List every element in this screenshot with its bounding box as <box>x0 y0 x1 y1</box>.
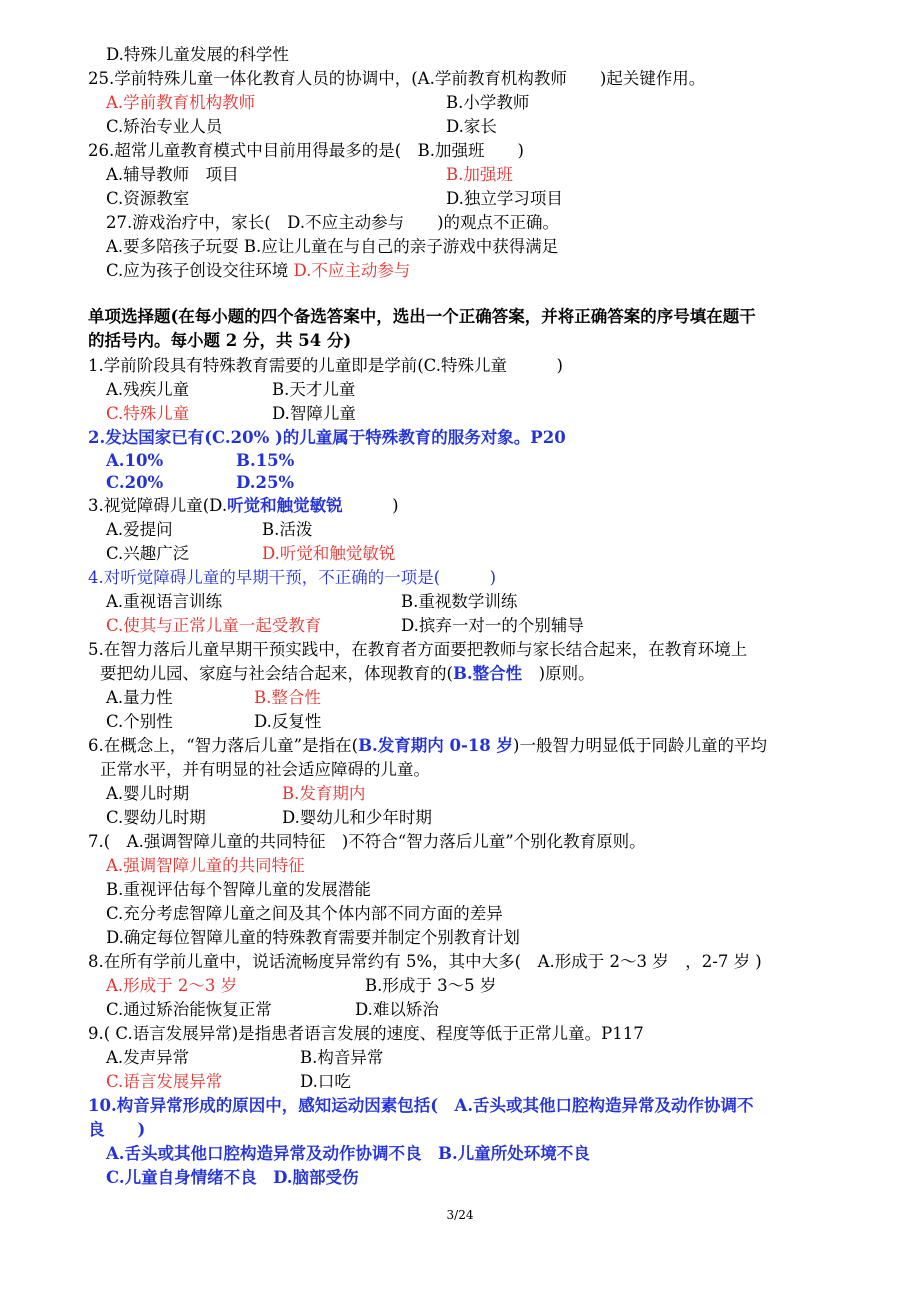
s9-option-c <box>106 1071 222 1093</box>
s9-option-b <box>300 1047 383 1069</box>
text-run: A.爱提问 <box>106 520 173 539</box>
text-run: B.15% <box>236 451 295 470</box>
s4-option-a <box>106 591 222 613</box>
s6-option-b <box>282 783 365 805</box>
text-run: D.特殊儿童发展的科学性 <box>106 45 289 64</box>
text-run: 1.学前阶段具有特殊教育需要的儿童即是学前(C.特殊儿童 ) <box>88 356 563 375</box>
text-run: A.残疾儿童 <box>106 380 190 399</box>
s5-option-d <box>254 711 321 733</box>
text-run: C.资源教室 <box>106 189 190 208</box>
text-run: D.不应主动参与 <box>293 261 411 280</box>
text-run: D.难以矫治 <box>355 1000 439 1019</box>
s6-option-a <box>106 783 189 805</box>
s7-option-c <box>106 903 503 925</box>
text-run: 26.超常儿童教育模式中目前用得最多的是( B.加强班 ) <box>88 141 524 160</box>
s6-stem-line2 <box>100 759 430 781</box>
q26-option-b <box>446 164 513 186</box>
text-run: A.重视语言训练 <box>106 592 223 611</box>
text-run: C.语言发展异常 <box>106 1072 223 1091</box>
text-run: C.使其与正常儿童一起受教育 <box>106 616 322 635</box>
text-run: A.发声异常 <box>106 1048 190 1067</box>
text-run: D.智障儿童 <box>272 404 356 423</box>
s5-stem-line1 <box>88 639 747 661</box>
s3-option-d <box>262 543 395 565</box>
text-run: 7.( A.强调智障儿童的共同特征 )不符合“智力落后儿童”个别化教育原则。 <box>88 832 646 851</box>
s3-option-c <box>106 543 189 565</box>
q25-option-d <box>446 116 497 138</box>
text-run: C.特殊儿童 <box>106 404 190 423</box>
text-run: B.加强班 <box>446 165 513 184</box>
text-run: A.婴儿时期 <box>106 784 190 803</box>
text-run: D.家长 <box>446 117 497 136</box>
text-run: A.形成于 2～3 岁 <box>106 976 238 995</box>
s7-option-d <box>106 927 520 949</box>
s8-option-a <box>106 975 237 997</box>
text-run: 的括号内。每小题 2 分，共 54 分) <box>88 331 352 350</box>
s3-option-b <box>262 519 312 541</box>
text-run: 要把幼儿园、家庭与社会结合起来，体现教育的( <box>100 664 453 683</box>
s5-option-a <box>106 687 173 709</box>
text-run: B.小学教师 <box>446 93 530 112</box>
text-run: B.发育期内 0-18 岁 <box>358 736 514 755</box>
s4-stem <box>88 567 496 589</box>
s10-stem-line1 <box>88 1095 754 1117</box>
q27-stem <box>106 212 559 234</box>
text-run: 3.视觉障碍儿童(D. <box>88 496 228 515</box>
q26-option-c <box>106 188 189 210</box>
section-heading-line1 <box>88 306 756 328</box>
s6-stem-line1 <box>88 735 767 757</box>
s1-stem <box>88 355 563 377</box>
s10-options-cd <box>106 1167 359 1189</box>
text-run: B.整合性 <box>254 688 321 707</box>
q25-option-b <box>446 92 529 114</box>
text-run: 听觉和触觉敏锐 <box>227 496 343 515</box>
text-run: C.兴趣广泛 <box>106 544 190 563</box>
text-run: A.强调智障儿童的共同特征 <box>106 856 305 875</box>
text-run: C.充分考虑智障儿童之间及其个体内部不同方面的差异 <box>106 904 503 923</box>
text-run: )一般智力明显低于同龄儿童的平均 <box>513 736 767 755</box>
section-heading-line2 <box>88 330 351 352</box>
text-run: )原则。 <box>522 664 595 683</box>
s4-option-c <box>106 615 321 637</box>
s4-option-b <box>401 591 517 613</box>
s5-option-b <box>254 687 321 709</box>
text-run: D.反复性 <box>254 712 322 731</box>
text-run: 2.发达国家已有(C.20% )的儿童属于特殊教育的服务对象。P20 <box>88 428 566 447</box>
s7-option-b <box>106 879 371 901</box>
text-run: C.婴幼儿时期 <box>106 808 206 827</box>
q24-option-d <box>106 44 289 66</box>
q26-stem <box>88 140 524 162</box>
text-run: B.形成于 3～5 岁 <box>365 976 497 995</box>
s3-option-a <box>106 519 173 541</box>
text-run: C.20% <box>106 473 164 492</box>
s10-options-ab <box>106 1143 590 1165</box>
text-run: C.矫治专业人员 <box>106 117 223 136</box>
text-run: D.25% <box>236 473 295 492</box>
s2-option-c <box>106 472 163 494</box>
q25-option-c <box>106 116 222 138</box>
text-run: D.口吃 <box>300 1072 351 1091</box>
text-run: B.整合性 <box>452 664 523 683</box>
text-run: 8.在所有学前儿童中，说话流畅度异常约有 5%，其中大多( A.形成于 2～3 岁 ，2-7 岁 ) <box>88 952 762 971</box>
text-run: B.发育期内 <box>282 784 366 803</box>
text-run: A.10% <box>106 451 164 470</box>
text-run: 良 ) <box>88 1120 146 1139</box>
s10-stem-line2 <box>88 1119 145 1141</box>
s8-stem <box>88 951 762 973</box>
text-run: A.要多陪孩子玩耍 B.应让儿童在与自己的亲子游戏中获得满足 <box>106 237 559 256</box>
text-run: 5.在智力落后儿童早期干预实践中，在教育者方面要把教师与家长结合起来，在教育环境上 <box>88 640 748 659</box>
s1-option-b <box>272 379 355 401</box>
text-run: D.婴幼儿和少年时期 <box>282 808 432 827</box>
text-run: B.重视数学训练 <box>401 592 518 611</box>
text-run: A.舌头或其他口腔构造异常及动作协调不良 B.儿童所处环境不良 <box>106 1144 590 1163</box>
text-run: D.独立学习项目 <box>446 189 563 208</box>
s2-option-d <box>236 472 294 494</box>
s9-option-d <box>300 1071 351 1093</box>
s1-option-d <box>272 403 356 425</box>
text-run: D.确定每位智障儿童的特殊教育需要并制定个别教育计划 <box>106 928 520 947</box>
s9-stem <box>88 1023 644 1045</box>
text-run: B.天才儿童 <box>272 380 356 399</box>
s5-option-c <box>106 711 173 733</box>
s7-option-a <box>106 855 305 877</box>
s6-option-c <box>106 807 206 829</box>
s8-option-c <box>106 999 272 1021</box>
text-run: C.儿童自身情绪不良 D.脑部受伤 <box>106 1168 359 1187</box>
text-run: A.量力性 <box>106 688 173 707</box>
q27-options-ab <box>106 236 558 258</box>
s3-stem <box>88 495 399 517</box>
text-run: B.重视评估每个智障儿童的发展潜能 <box>106 880 371 899</box>
text-run: 正常水平，并有明显的社会适应障碍的儿童。 <box>100 760 430 779</box>
text-run: 27.游戏治疗中，家长( D.不应主动参与 )的观点不正确。 <box>106 213 560 232</box>
s8-option-d <box>355 999 439 1021</box>
s9-option-a <box>106 1047 189 1069</box>
text-run: A.学前教育机构教师 <box>106 93 256 112</box>
s8-option-b <box>365 975 496 997</box>
s2-option-b <box>236 450 294 472</box>
text-run: ) <box>342 496 399 515</box>
q26-option-a <box>106 164 239 186</box>
s4-option-d <box>401 615 584 637</box>
s2-option-a <box>106 450 163 472</box>
text-run: 6.在概念上，“智力落后儿童”是指在( <box>88 736 359 755</box>
s1-option-c <box>106 403 189 425</box>
text-run: 单项选择题(在每小题的四个备选答案中，选出一个正确答案，并将正确答案的序号填在题干 <box>88 307 756 326</box>
page-number: 3/24 <box>446 1208 474 1222</box>
text-run: C.个别性 <box>106 712 173 731</box>
text-run: D.摈弃一对一的个别辅导 <box>401 616 584 635</box>
q25-option-a <box>106 92 255 114</box>
text-run: 10.构音异常形成的原因中，感知运动因素包括( A.舌头或其他口腔构造异常及动作协调不 <box>88 1096 754 1115</box>
text-run: A.辅导教师 项目 <box>106 165 239 184</box>
text-run: B.活泼 <box>262 520 313 539</box>
s5-stem-line2 <box>100 663 595 685</box>
q26-option-d <box>446 188 563 210</box>
s6-option-d <box>282 807 432 829</box>
s1-option-a <box>106 379 189 401</box>
text-run: 4.对听觉障碍儿童的早期干预，不正确的一项是( ) <box>88 568 497 587</box>
s7-stem <box>88 831 646 853</box>
q25-stem <box>88 68 705 90</box>
text-run: 9.( C.语言发展异常)是指患者语言发展的速度、程度等低于正常儿童。P117 <box>88 1024 644 1043</box>
q27-options-cd <box>106 260 410 282</box>
text-run: B.构音异常 <box>300 1048 384 1067</box>
text-run: C.应为孩子创设交往环境 <box>106 261 294 280</box>
text-run: D.听觉和触觉敏锐 <box>262 544 396 563</box>
s2-stem <box>88 427 566 449</box>
text-run: 25.学前特殊儿童一体化教育人员的协调中，(A.学前教育机构教师 )起关键作用。 <box>88 69 706 88</box>
text-run: C.通过矫治能恢复正常 <box>106 1000 272 1019</box>
